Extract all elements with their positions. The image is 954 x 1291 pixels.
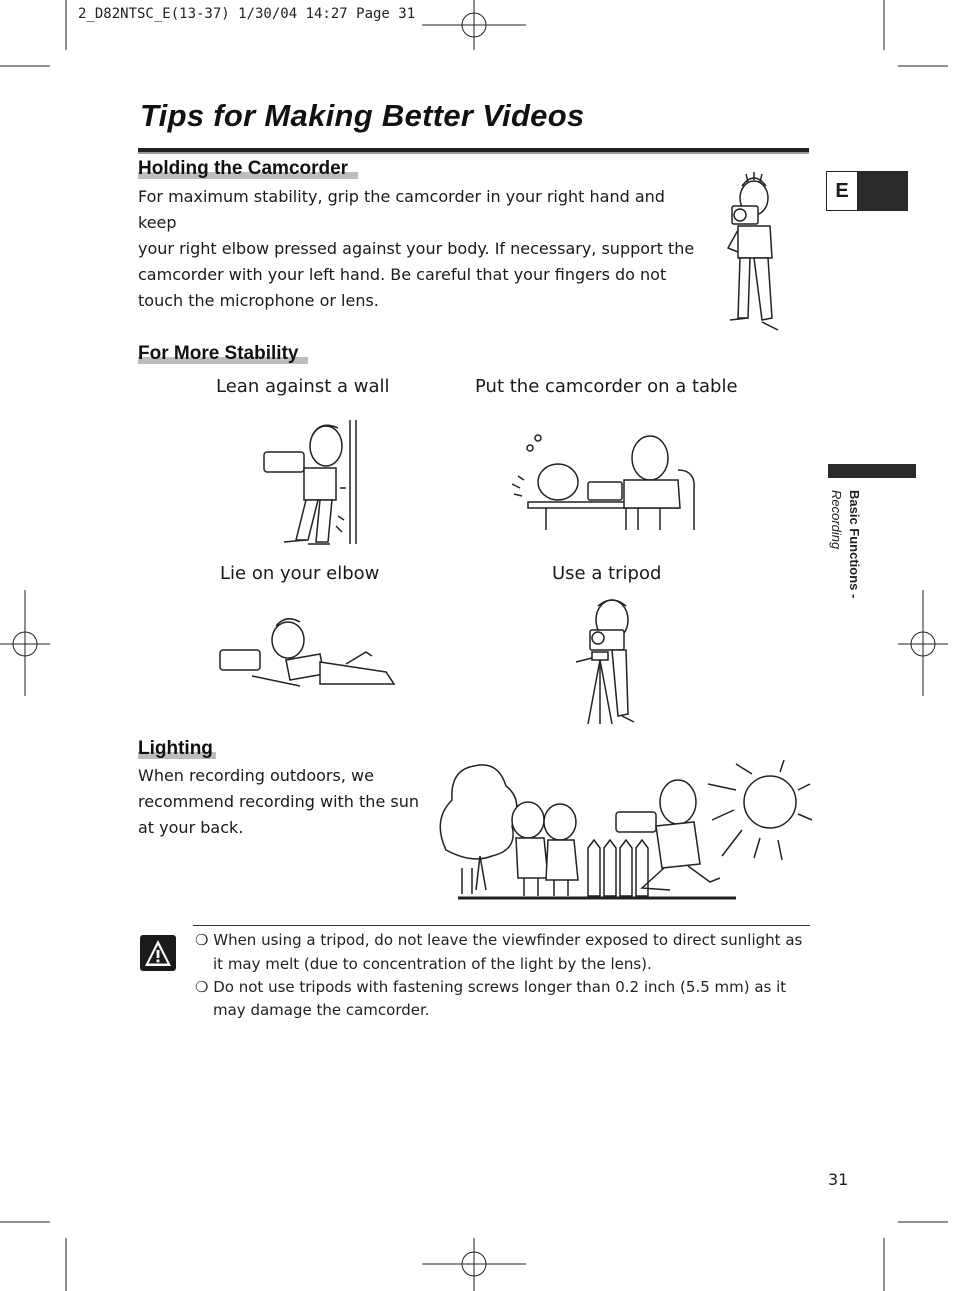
table-illustration — [508, 430, 698, 535]
print-slug: 2_D82NTSC_E(13-37) 1/30/04 14:27 Page 31 — [78, 6, 416, 22]
tripod-illustration — [568, 596, 648, 728]
caption-table: Put the camcorder on a table — [475, 376, 738, 397]
wall-illustration — [258, 416, 368, 551]
page-number: 31 — [828, 1170, 849, 1189]
bullet-icon: ❍ — [195, 931, 209, 949]
holding-paragraph: For maximum stability, grip the camcorder in your right hand and keep your right elbow pressed against your body. If necessary, support the camcorder with your left hand. Be careful that your fingers do not touch the microphone or lens. — [138, 187, 695, 310]
note-item: ❍ When using a tripod, do not leave the viewfinder exposed to direct sunlight as — [195, 931, 803, 949]
side-section-label — [823, 490, 863, 650]
page-title: Tips for Making Better Videos — [140, 98, 585, 133]
lighting-paragraph: When recording outdoors, we recommend recording with the sun at your back. — [138, 766, 419, 837]
heading-lighting: Lighting — [138, 738, 213, 759]
elbow-illustration — [216, 614, 406, 692]
note-item-continued: may damage the camcorder. — [213, 1001, 430, 1019]
caution-icon — [139, 934, 177, 972]
language-tab — [826, 171, 908, 211]
side-section-bar — [828, 464, 916, 478]
caption-tripod: Use a tripod — [552, 563, 662, 584]
note-item-continued: it may melt (due to concentration of the light by the lens). — [213, 955, 652, 973]
caption-wall: Lean against a wall — [216, 376, 390, 397]
side-label-main: Basic Functions - — [847, 490, 862, 599]
side-label-sub: Recording — [829, 490, 844, 550]
notes-rule — [193, 925, 810, 926]
heading-holding: Holding the Camcorder — [138, 158, 349, 179]
caption-elbow: Lie on your elbow — [220, 563, 380, 584]
note-item: ❍ Do not use tripods with fastening screws longer than 0.2 inch (5.5 mm) as it — [195, 978, 787, 996]
lighting-illustration — [432, 760, 812, 905]
holding-illustration — [718, 168, 788, 338]
language-tab-label: E — [826, 171, 858, 211]
heading-stability: For More Stability — [138, 343, 299, 364]
bullet-icon: ❍ — [195, 978, 209, 996]
title-rule — [138, 148, 809, 154]
